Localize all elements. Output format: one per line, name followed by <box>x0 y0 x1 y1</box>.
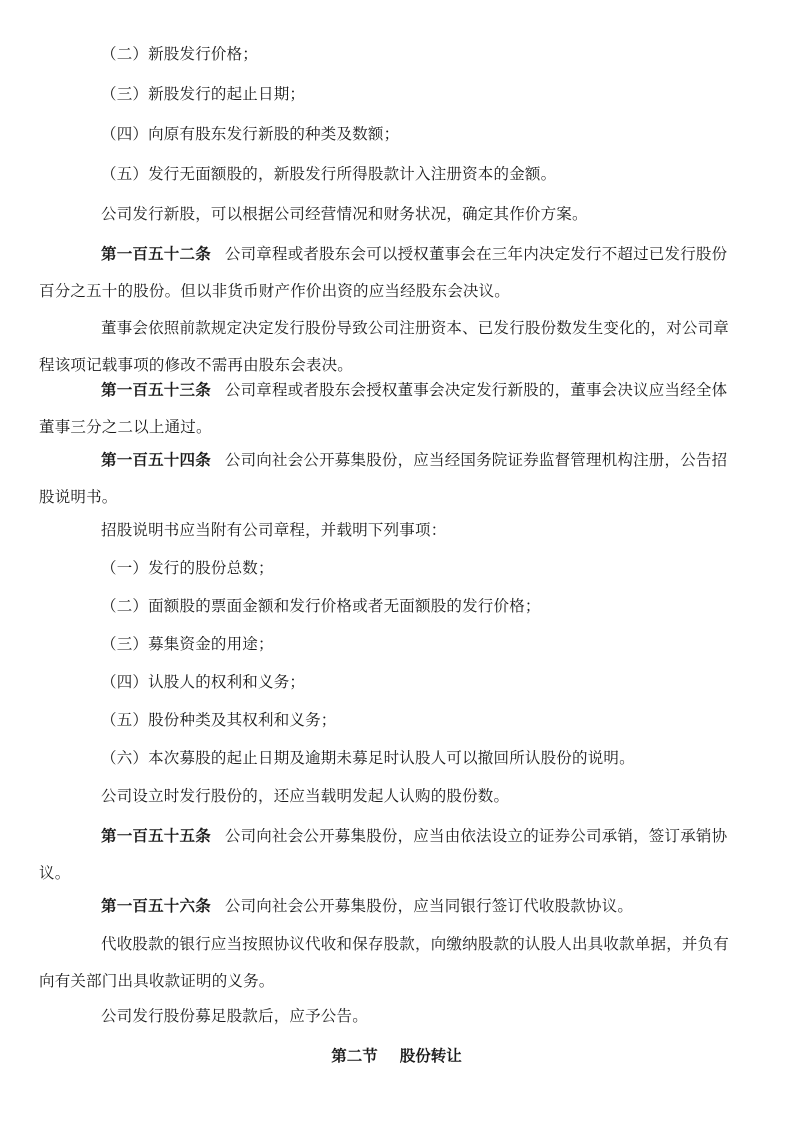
article-number: 第一百五十二条 <box>101 245 211 263</box>
article-text: 公司章程或者股东会授权董事会决定发行新股的，董事会决议应当经全体 <box>224 381 728 399</box>
article-text: 公司章程或者股东会可以授权董事会在三年内决定发行不超过已发行股份 <box>224 245 728 263</box>
list-item-2: （二）面额股的票面金额和发行价格或者无面额股的发行价格； <box>101 597 541 615</box>
article-153 <box>39 372 728 446</box>
paragraph-item-5: （五）发行无面额股的，新股发行所得股款计入注册资本的金额。 <box>101 165 557 183</box>
paragraph-pricing-plan: 公司发行新股，可以根据公司经营情况和财务状况，确定其作价方案。 <box>101 205 588 223</box>
list-item-4: （四）认股人的权利和义务； <box>101 673 306 691</box>
paragraph-item-2: （二）新股发行价格； <box>101 45 259 63</box>
paragraph-announcement: 公司发行股份募足股款后，应予公告。 <box>101 1007 368 1025</box>
paragraph-prospectus: 招股说明书应当附有公司章程，并载明下列事项： <box>101 521 447 539</box>
article-text-cont: 董事三分之二以上通过。 <box>39 418 212 436</box>
article-152 <box>39 236 728 310</box>
article-text: 公司向社会公开募集股份，应当由依法设立的证券公司承销，签订承销协 <box>224 827 728 845</box>
list-item-5: （五）股份种类及其权利和义务； <box>101 711 337 729</box>
article-154 <box>39 442 728 516</box>
paragraph-founders: 公司设立时发行股份的，还应当载明发起人认购的股份数。 <box>101 787 510 805</box>
article-number: 第一百五十四条 <box>101 451 211 469</box>
paragraph-line: 向有关部门出具收款证明的义务。 <box>39 972 275 990</box>
list-item-6: （六）本次募股的起止日期及逾期未募足时认股人可以撤回所认股份的说明。 <box>101 749 635 767</box>
paragraph-item-3: （三）新股发行的起止日期； <box>101 85 306 103</box>
article-text: 公司向社会公开募集股份，应当经国务院证券监督管理机构注册，公告招 <box>224 451 728 469</box>
list-item-1: （一）发行的股份总数； <box>101 559 274 577</box>
list-item-3: （三）募集资金的用途； <box>101 635 274 653</box>
section-heading <box>0 1038 793 1075</box>
article-text: 公司向社会公开募集股份，应当同银行签订代收股款协议。 <box>224 897 634 915</box>
article-text-cont: 股说明书。 <box>39 488 118 506</box>
article-text-cont: 议。 <box>39 864 71 882</box>
article-156 <box>70 888 725 925</box>
article-155 <box>39 818 728 892</box>
article-number: 第一百五十六条 <box>101 897 211 915</box>
paragraph-item-4: （四）向原有股东发行新股的种类及数额； <box>101 125 400 143</box>
section-number: 第二节 <box>331 1047 378 1065</box>
article-text-cont: 百分之五十的股份。但以非货币财产作价出资的应当经股东会决议。 <box>39 282 511 300</box>
paragraph-line: 董事会依照前款规定决定发行股份导致公司注册资本、已发行股份数发生变化的，对公司章 <box>101 319 730 337</box>
paragraph-bank <box>39 926 730 1000</box>
article-number: 第一百五十三条 <box>101 381 211 399</box>
section-title: 股份转让 <box>399 1047 462 1065</box>
paragraph-line: 代收股款的银行应当按照协议代收和保存股款，向缴纳股款的认股人出具收款单据，并负有 <box>101 935 730 953</box>
paragraph-line: 程该项记载事项的修改不需再由股东会表决。 <box>39 356 354 374</box>
article-number: 第一百五十五条 <box>101 827 211 845</box>
